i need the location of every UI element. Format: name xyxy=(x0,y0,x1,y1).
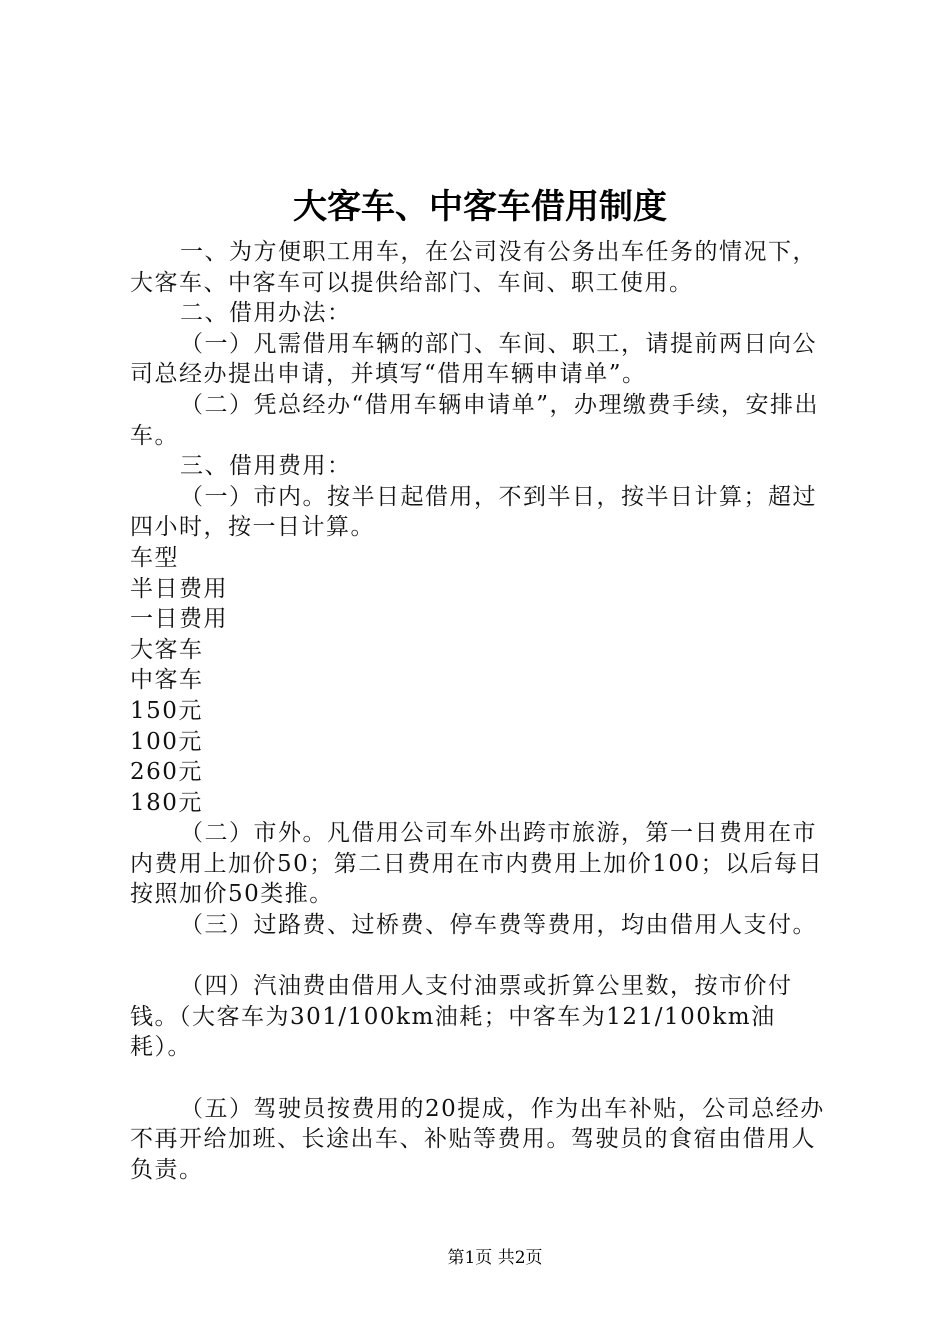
paragraph-out-city: （二）市外。凡借用公司车外出跨市旅游，第一日费用在市内费用上加价50；第二日费用在市内费用上加价100；以后每日按照加价50类推。 xyxy=(130,820,824,908)
fee-table-full-day-medium: 180元 xyxy=(130,789,203,816)
fee-table-header-full-day: 一日费用 xyxy=(130,606,228,633)
paragraph-in-city: （一）市内。按半日起借用，不到半日，按半日计算；超过四小时，按一日计算。 xyxy=(130,483,817,541)
fee-table-half-day-large: 150元 xyxy=(130,697,203,724)
paragraph-driver: （五）驾驶员按费用的20提成，作为出车补贴，公司总经办不再开给加班、长途出车、补贴等费用。驾驶员的食宿由借用人负责。 xyxy=(130,1095,825,1183)
fee-table-vehicle-large: 大客车 xyxy=(130,636,204,663)
document-body xyxy=(130,237,835,1185)
fee-table-vehicle-medium: 中客车 xyxy=(130,667,204,694)
document-title: 大客车、中客车借用制度 xyxy=(293,187,667,227)
page-footer: 第1页 共2页 xyxy=(447,1248,543,1268)
section-heading-borrow-method: 二、借用办法： xyxy=(180,300,352,327)
paragraph-apply: （一）凡需借用车辆的部门、车间、职工，请提前两日向公司总经办提出申请，并填写“借用车辆申请单”。 xyxy=(130,330,817,388)
fee-table-header-type: 车型 xyxy=(130,544,179,571)
paragraph-tolls: （三）过路费、过桥费、停车费等费用，均由借用人支付。 xyxy=(180,912,817,939)
section-heading-fees: 三、借用费用： xyxy=(180,453,352,480)
blank-line xyxy=(130,941,835,972)
fee-table-half-day-medium: 100元 xyxy=(130,728,203,755)
blank-line xyxy=(130,1063,835,1094)
paragraph-payment-cont: 车。 xyxy=(130,422,179,449)
fee-table-header-half-day: 半日费用 xyxy=(130,575,228,602)
paragraph-payment: （二）凭总经办“借用车辆申请单”，办理缴费手续，安排出 xyxy=(180,391,820,418)
paragraph-purpose: 一、为方便职工用车，在公司没有公务出车任务的情况下，大客车、中客车可以提供给部门、车间、职工使用。 xyxy=(130,239,817,296)
fee-table-full-day-large: 260元 xyxy=(130,759,203,786)
paragraph-fuel: （四）汽油费由借用人支付油票或折算公里数，按市价付钱。（大客车为301/100km油耗；中客车为121/100km油耗）。 xyxy=(130,973,793,1061)
